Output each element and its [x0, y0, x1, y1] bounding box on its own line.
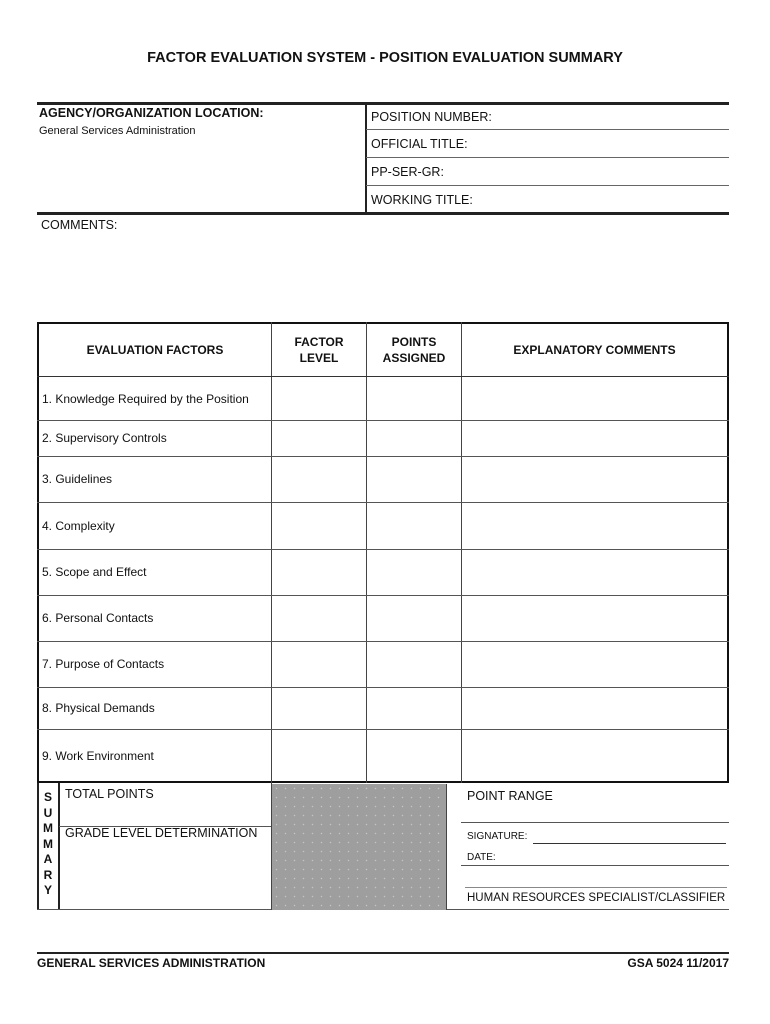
points-assigned-cell[interactable]: [367, 642, 461, 686]
explanatory-comments-cell[interactable]: [462, 596, 727, 640]
divider: [365, 104, 367, 214]
signature-label: SIGNATURE:: [467, 831, 528, 842]
factor-label: 7. Purpose of Contacts: [42, 657, 165, 671]
divider: [58, 783, 60, 910]
divider: [37, 783, 39, 910]
factor-level-cell[interactable]: [272, 596, 366, 640]
summary-side-label: SUMMARY: [43, 790, 53, 897]
divider: [366, 185, 729, 186]
factor-label: 1. Knowledge Required by the Position: [42, 391, 249, 406]
points-assigned-cell[interactable]: [367, 378, 461, 419]
column-header-factors: EVALUATION FACTORS: [86, 343, 224, 357]
factor-label: 4. Complexity: [42, 518, 115, 533]
factor-level-cell[interactable]: [272, 730, 366, 782]
explanatory-comments-cell[interactable]: [462, 503, 727, 548]
point-range-field[interactable]: POINT RANGE: [467, 789, 553, 803]
explanatory-comments-cell[interactable]: [462, 457, 727, 501]
position-number-field[interactable]: POSITION NUMBER:: [371, 110, 492, 124]
working-title-field[interactable]: WORKING TITLE:: [371, 193, 473, 207]
factor-level-cell[interactable]: [272, 503, 366, 548]
column-header-level: FACTOR LEVEL: [294, 335, 344, 365]
points-assigned-cell[interactable]: [367, 596, 461, 640]
divider: [37, 212, 729, 215]
explanatory-comments-cell[interactable]: [462, 730, 727, 782]
divider: [37, 952, 729, 954]
factor-label: 5. Scope and Effect: [42, 565, 147, 579]
signature-line[interactable]: [533, 843, 726, 844]
pp-ser-gr-field[interactable]: PP-SER-GR:: [371, 165, 444, 179]
points-assigned-cell[interactable]: [367, 457, 461, 501]
factor-level-cell[interactable]: [272, 378, 366, 419]
explanatory-comments-cell[interactable]: [462, 550, 727, 594]
points-assigned-cell[interactable]: [367, 550, 461, 594]
factor-label: 8. Physical Demands: [42, 701, 155, 715]
form-title: FACTOR EVALUATION SYSTEM - POSITION EVALUATION SUMMARY: [147, 50, 623, 66]
explanatory-comments-cell[interactable]: [462, 688, 727, 728]
grade-level-label[interactable]: GRADE LEVEL DETERMINATION: [65, 826, 258, 840]
date-line[interactable]: [461, 865, 729, 866]
points-assigned-cell[interactable]: [367, 688, 461, 728]
classifier-label: HUMAN RESOURCES SPECIALIST/CLASSIFIER: [467, 892, 726, 904]
agency-label: AGENCY/ORGANIZATION LOCATION:: [39, 106, 264, 120]
factor-label: 2. Supervisory Controls: [42, 431, 167, 445]
factor-level-cell[interactable]: [272, 642, 366, 686]
official-title-field[interactable]: OFFICIAL TITLE:: [371, 137, 468, 151]
factor-level-cell[interactable]: [272, 550, 366, 594]
points-assigned-cell[interactable]: [367, 730, 461, 782]
divider: [37, 102, 729, 105]
factor-level-cell[interactable]: [272, 421, 366, 455]
comments-field[interactable]: COMMENTS:: [41, 218, 118, 232]
divider: [366, 129, 729, 130]
divider: [366, 157, 729, 158]
factor-label: 9. Work Environment: [42, 749, 154, 763]
factor-label: 6. Personal Contacts: [42, 611, 154, 625]
shaded-area: [272, 784, 447, 910]
explanatory-comments-cell[interactable]: [462, 378, 727, 419]
column-header-points: POINTS ASSIGNED: [382, 335, 446, 365]
explanatory-comments-cell[interactable]: [462, 642, 727, 686]
points-assigned-cell[interactable]: [367, 503, 461, 548]
points-assigned-cell[interactable]: [367, 421, 461, 455]
date-label: DATE:: [467, 852, 496, 863]
footer-agency: GENERAL SERVICES ADMINISTRATION: [37, 956, 266, 970]
explanatory-comments-cell[interactable]: [462, 421, 727, 455]
factor-level-cell[interactable]: [272, 688, 366, 728]
factor-label: 3. Guidelines: [42, 472, 113, 486]
footer-form-number: GSA 5024 11/2017: [627, 956, 729, 970]
total-points-label[interactable]: TOTAL POINTS: [65, 787, 154, 801]
factor-level-cell[interactable]: [272, 457, 366, 501]
agency-value[interactable]: General Services Administration: [39, 125, 196, 137]
column-header-comments: EXPLANATORY COMMENTS: [513, 343, 676, 357]
